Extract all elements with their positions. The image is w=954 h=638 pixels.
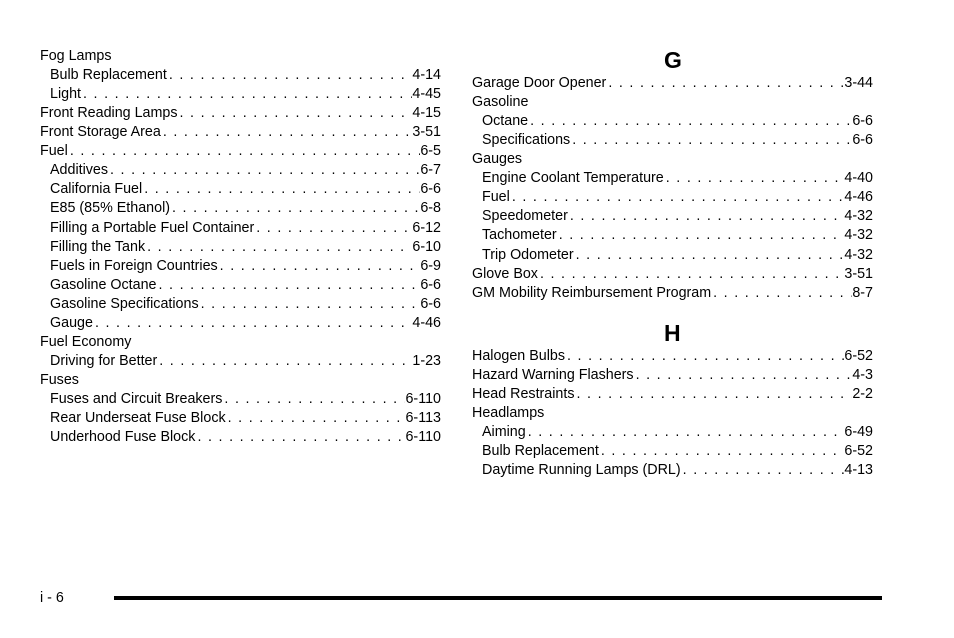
index-subentry — [50, 257, 441, 276]
dot-leader — [195, 428, 405, 447]
entry-page-ref: 6-6 — [420, 295, 441, 312]
entry-label: Gauges — [472, 151, 523, 168]
index-subentry — [482, 461, 873, 480]
entry-page-ref: 4-32 — [844, 227, 873, 244]
entry-label: Gasoline — [472, 94, 529, 110]
entry-label: Headlamps — [472, 405, 545, 422]
entry-page-ref: 6-110 — [405, 429, 441, 445]
dot-leader — [634, 366, 853, 385]
entry-page-ref: 8-7 — [852, 284, 873, 301]
entry-label: Gasoline Specifications — [50, 295, 199, 312]
dot-leader — [93, 314, 412, 333]
entry-page-ref: 6-110 — [405, 390, 441, 407]
dot-leader — [222, 390, 405, 409]
entry-page-ref: 6-6 — [420, 276, 441, 293]
dot-leader — [226, 409, 406, 428]
index-entry — [472, 74, 873, 93]
entry-label: Additives — [50, 162, 109, 179]
index-entry — [472, 265, 873, 284]
index-subentry — [50, 276, 441, 295]
index-subentry — [50, 428, 441, 447]
entry-label: Bulb Replacement — [50, 67, 167, 83]
entry-page-ref: 6-6 — [852, 113, 873, 130]
index-subentry — [482, 188, 873, 207]
entry-label: Filling a Portable Fuel Container — [50, 219, 255, 236]
entry-label: Fuses and Circuit Breakers — [50, 390, 223, 407]
index-entry — [472, 347, 873, 366]
index-entry — [40, 123, 441, 142]
dot-leader — [170, 199, 420, 218]
entry-label: Fuel Economy — [40, 333, 132, 350]
index-subentry — [50, 199, 441, 218]
index-subentry — [50, 314, 441, 333]
entry-page-ref: 4-45 — [412, 86, 441, 103]
entry-page-ref: 1-23 — [412, 352, 441, 369]
index-subentry — [482, 112, 873, 131]
index-subentry — [50, 66, 441, 85]
page-number: i - 6 — [40, 590, 64, 606]
entry-label: Driving for Better — [50, 352, 158, 369]
entry-page-ref: 3-51 — [412, 124, 441, 141]
entry-label: Glove Box — [472, 265, 538, 282]
section-heading-h: H — [664, 320, 681, 346]
entry-label: Rear Underseat Fuse Block — [50, 409, 226, 426]
entry-page-ref: 6-9 — [420, 257, 441, 274]
index-entry — [40, 47, 441, 66]
entry-label: Filling the Tank — [50, 238, 146, 255]
dot-leader — [538, 265, 844, 284]
entry-label: Fuses — [40, 371, 79, 388]
entry-label: Light — [50, 86, 82, 103]
dot-leader — [157, 352, 412, 371]
entry-page-ref: 4-13 — [844, 462, 873, 479]
entry-label: Head Restraints — [472, 386, 575, 403]
entry-page-ref: 4-3 — [852, 367, 873, 384]
dot-leader — [528, 112, 852, 131]
entry-label: Fuel — [40, 143, 68, 160]
index-subentry — [482, 442, 873, 461]
dot-leader — [199, 295, 421, 314]
index-entry — [472, 150, 873, 169]
dot-leader — [664, 169, 845, 188]
dot-leader — [574, 246, 845, 265]
index-entry — [472, 284, 873, 303]
entry-page-ref: 6-6 — [420, 181, 441, 198]
entry-page-ref: 6-8 — [420, 200, 441, 217]
entry-label: Specifications — [482, 132, 571, 149]
index-subentry — [50, 238, 441, 257]
dot-leader — [568, 207, 845, 226]
index-entry — [472, 385, 873, 404]
entry-label: Fuels in Foreign Countries — [50, 257, 218, 274]
entry-page-ref: 6-7 — [420, 162, 441, 179]
dot-leader — [167, 66, 413, 85]
entry-label: Front Storage Area — [40, 124, 161, 141]
entry-page-ref: 6-10 — [412, 238, 441, 255]
entry-page-ref: 4-46 — [412, 314, 441, 331]
index-subentry — [50, 161, 441, 180]
footer-rule — [114, 596, 882, 600]
dot-leader — [108, 161, 420, 180]
entry-label: Tachometer — [482, 227, 557, 244]
index-subentry — [482, 131, 873, 150]
index-subentry — [482, 246, 873, 265]
index-subentry — [482, 207, 873, 226]
entry-label: Trip Odometer — [482, 246, 574, 263]
entry-label: Hazard Warning Flashers — [472, 367, 634, 384]
index-subentry — [482, 226, 873, 245]
dot-leader — [161, 123, 413, 142]
dot-leader — [142, 180, 420, 199]
entry-label: Speedometer — [482, 208, 568, 225]
dot-leader — [218, 257, 421, 276]
entry-label: Engine Coolant Temperature — [482, 170, 664, 187]
entry-page-ref: 4-46 — [844, 189, 873, 206]
dot-leader — [145, 238, 412, 257]
dot-leader — [599, 442, 845, 461]
index-entry — [472, 366, 873, 385]
index-entry — [40, 371, 441, 390]
index-subentry — [482, 169, 873, 188]
dot-leader — [575, 385, 853, 404]
entry-label: Fog Lamps — [40, 48, 112, 64]
dot-leader — [254, 219, 412, 238]
dot-leader — [570, 131, 852, 150]
dot-leader — [711, 284, 852, 303]
entry-label: California Fuel — [50, 181, 143, 198]
index-entry — [40, 142, 441, 161]
entry-page-ref: 6-5 — [420, 143, 441, 160]
entry-page-ref: 4-40 — [844, 170, 873, 187]
entry-label: Daytime Running Lamps (DRL) — [482, 462, 681, 479]
entry-page-ref: 6-12 — [412, 219, 441, 236]
dot-leader — [557, 226, 845, 245]
entry-label: Underhood Fuse Block — [50, 429, 196, 445]
dot-leader — [681, 461, 845, 480]
index-subentry — [50, 180, 441, 199]
entry-page-ref: 4-15 — [412, 105, 441, 122]
dot-leader — [526, 423, 845, 442]
entry-page-ref: 4-14 — [412, 67, 441, 83]
index-entry — [472, 404, 873, 423]
entry-label: GM Mobility Reimbursement Program — [472, 284, 712, 301]
entry-page-ref: 4-32 — [844, 208, 873, 225]
entry-label: Front Reading Lamps — [40, 105, 178, 122]
entry-label: Octane — [482, 113, 529, 130]
dot-leader — [606, 74, 844, 93]
dot-leader — [177, 104, 412, 123]
index-subentry — [50, 390, 441, 409]
entry-page-ref: 6-49 — [844, 424, 873, 441]
entry-label: E85 (85% Ethanol) — [50, 200, 171, 217]
entry-page-ref: 6-6 — [852, 132, 873, 149]
index-entry — [40, 333, 441, 352]
entry-label: Gauge — [50, 314, 93, 331]
entry-label: Fuel — [482, 189, 510, 206]
entry-page-ref: 3-44 — [844, 75, 873, 91]
dot-leader — [157, 276, 421, 295]
entry-label: Halogen Bulbs — [472, 348, 565, 364]
index-subentry — [50, 85, 441, 104]
entry-label: Aiming — [482, 424, 526, 441]
dot-leader — [68, 142, 421, 161]
entry-label: Bulb Replacement — [482, 443, 599, 460]
dot-leader — [510, 188, 845, 207]
section-heading-g: G — [664, 47, 682, 73]
entry-label: Gasoline Octane — [50, 276, 157, 293]
index-entry — [472, 93, 873, 112]
index-subentry — [50, 295, 441, 314]
entry-page-ref: 4-32 — [844, 246, 873, 263]
entry-page-ref: 6-52 — [844, 348, 873, 364]
dot-leader — [565, 347, 844, 366]
entry-label: Garage Door Opener — [472, 75, 607, 91]
entry-page-ref: 3-51 — [844, 265, 873, 282]
index-subentry — [50, 352, 441, 371]
entry-page-ref: 6-113 — [405, 409, 441, 426]
index-entry — [40, 104, 441, 123]
dot-leader — [81, 85, 412, 104]
entry-page-ref: 2-2 — [852, 386, 873, 403]
index-subentry — [50, 219, 441, 238]
index-subentry — [482, 423, 873, 442]
index-subentry — [50, 409, 441, 428]
entry-page-ref: 6-52 — [844, 443, 873, 460]
